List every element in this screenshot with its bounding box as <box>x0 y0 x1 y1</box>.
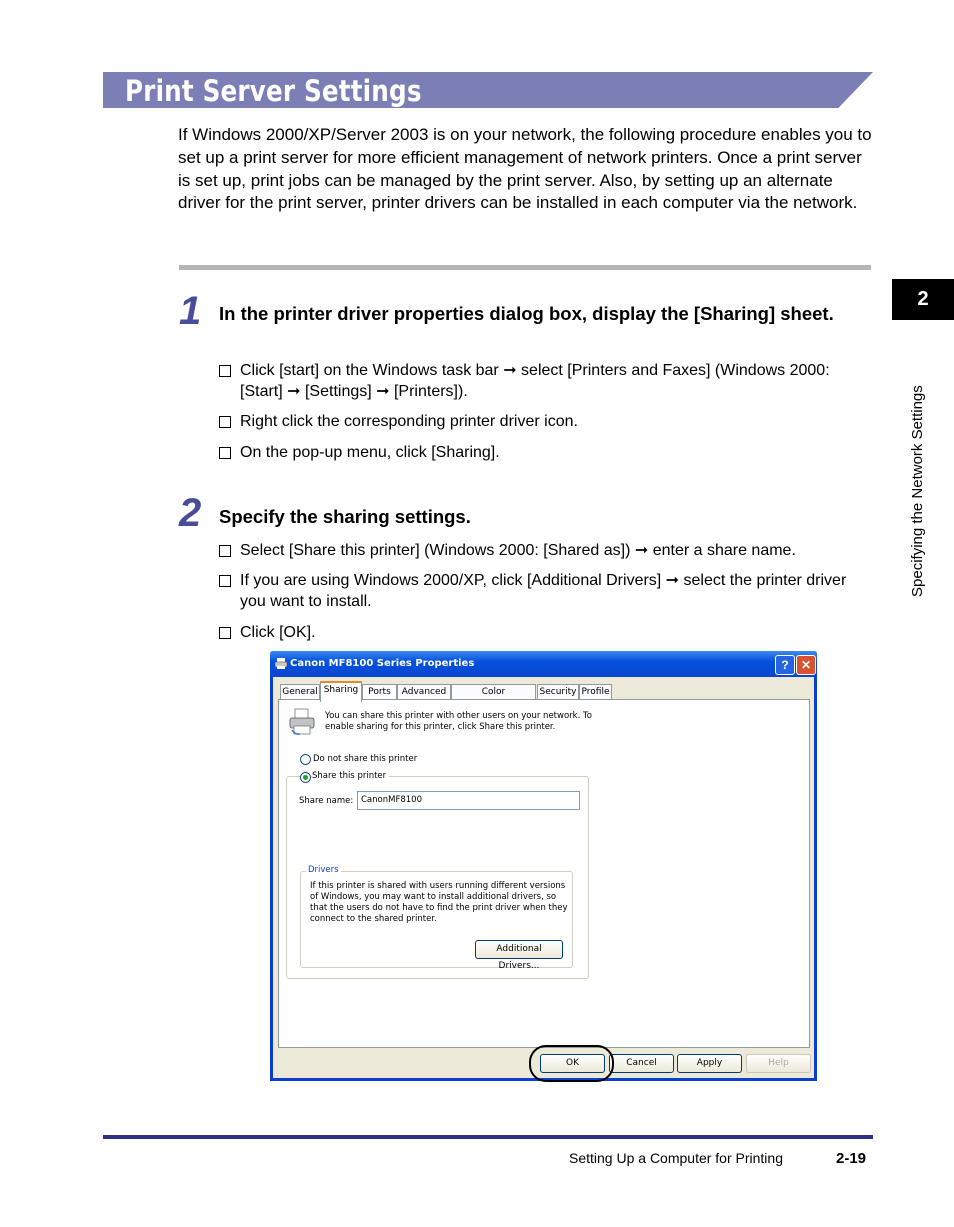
radio-do-not-share-label[interactable]: Do not share this printer <box>313 754 418 764</box>
help-icon[interactable]: ? <box>775 655 795 675</box>
share-name-label: Share name: <box>299 796 354 806</box>
radio-share-label[interactable]: Share this printer <box>312 771 389 782</box>
sharing-info: You can share this printer with other users on your network. To enable sharing for this printer, click Share this printer. <box>325 711 592 732</box>
step-heading-1: In the printer driver properties dialog box, display the [Sharing] sheet. <box>219 303 834 324</box>
step-number-2: 2 <box>179 491 202 535</box>
printer-icon <box>288 708 316 736</box>
checkbox-icon <box>219 416 231 428</box>
chapter-tab: 2 <box>892 279 954 320</box>
step-heading-2: Specify the sharing settings. <box>219 506 471 527</box>
page-number: 2-19 <box>836 1150 867 1167</box>
close-icon[interactable]: ✕ <box>796 655 816 675</box>
properties-dialog <box>270 651 817 1081</box>
chapter-label: Specifying the Network Settings <box>909 385 926 597</box>
checkbox-icon <box>219 545 231 557</box>
help-button[interactable]: Help <box>746 1054 811 1073</box>
sharing-panel <box>278 699 810 1048</box>
ok-button[interactable]: OK <box>540 1054 605 1073</box>
dialog-titlebar <box>270 651 817 677</box>
share-name-input[interactable]: CanonMF8100 <box>357 791 580 810</box>
radio-do-not-share[interactable] <box>300 754 311 765</box>
checkbox-icon <box>219 365 231 377</box>
checkbox-icon <box>219 627 231 639</box>
step1-bullet-3: On the pop-up menu, click [Sharing]. <box>219 442 869 463</box>
dialog-title: Canon MF8100 Series Properties <box>290 658 475 669</box>
drivers-legend: Drivers <box>308 865 339 875</box>
divider <box>179 265 871 270</box>
tab-sharing[interactable]: Sharing <box>320 681 362 702</box>
step1-bullet-2: Right click the corresponding printer driver icon. <box>219 411 869 432</box>
dialog-body <box>273 677 814 1078</box>
step-number-1: 1 <box>179 289 202 333</box>
checkbox-icon <box>219 447 231 459</box>
tab-color-management[interactable]: Color <box>451 684 536 700</box>
radio-share[interactable] <box>300 772 311 783</box>
page-title: Print Server Settings <box>125 74 422 108</box>
apply-button[interactable]: Apply <box>677 1054 742 1073</box>
tab-security[interactable]: Security <box>537 684 579 700</box>
footer-rule <box>103 1135 873 1139</box>
tab-advanced[interactable]: Advanced <box>397 684 451 700</box>
footer-section-title: Setting Up a Computer for Printing <box>569 1150 783 1166</box>
tab-ports[interactable]: Ports <box>362 684 397 700</box>
tab-profile[interactable]: Profile <box>579 684 612 700</box>
cancel-button[interactable]: Cancel <box>609 1054 674 1073</box>
drivers-info: If this printer is shared with users running different versions of Windows, you may want to install additional drivers, so that the users do not have to find the print driver when they connect to the shared printer. <box>310 881 568 924</box>
additional-drivers-button[interactable]: Additional Drivers... <box>475 940 563 959</box>
step1-bullet-1: Click [start] on the Windows task bar ➞ select [Printers and Faxes] (Windows 2000: [Start] ➞ [Settings] ➞ [Printers]). <box>219 360 869 402</box>
highlight-circle <box>529 1045 614 1082</box>
printer-icon <box>275 657 287 669</box>
step2-bullet-3: Click [OK]. <box>219 622 869 643</box>
tab-general[interactable]: General <box>280 684 320 700</box>
intro-paragraph: If Windows 2000/XP/Server 2003 is on your network, the following procedure enables you to set up a print server for more efficient management of network printers. Once a print server is set up, print jobs can be managed by the print server. Also, by setting up an alternate driver for the print server, printer drivers can be installed in each computer via the network. <box>178 125 872 213</box>
checkbox-icon <box>219 575 231 587</box>
step2-bullet-2: If you are using Windows 2000/XP, click [Additional Drivers] ➞ select the printer driver you want to install. <box>219 570 849 612</box>
step2-bullet-1: Select [Share this printer] (Windows 2000: [Shared as]) ➞ enter a share name. <box>219 540 869 561</box>
